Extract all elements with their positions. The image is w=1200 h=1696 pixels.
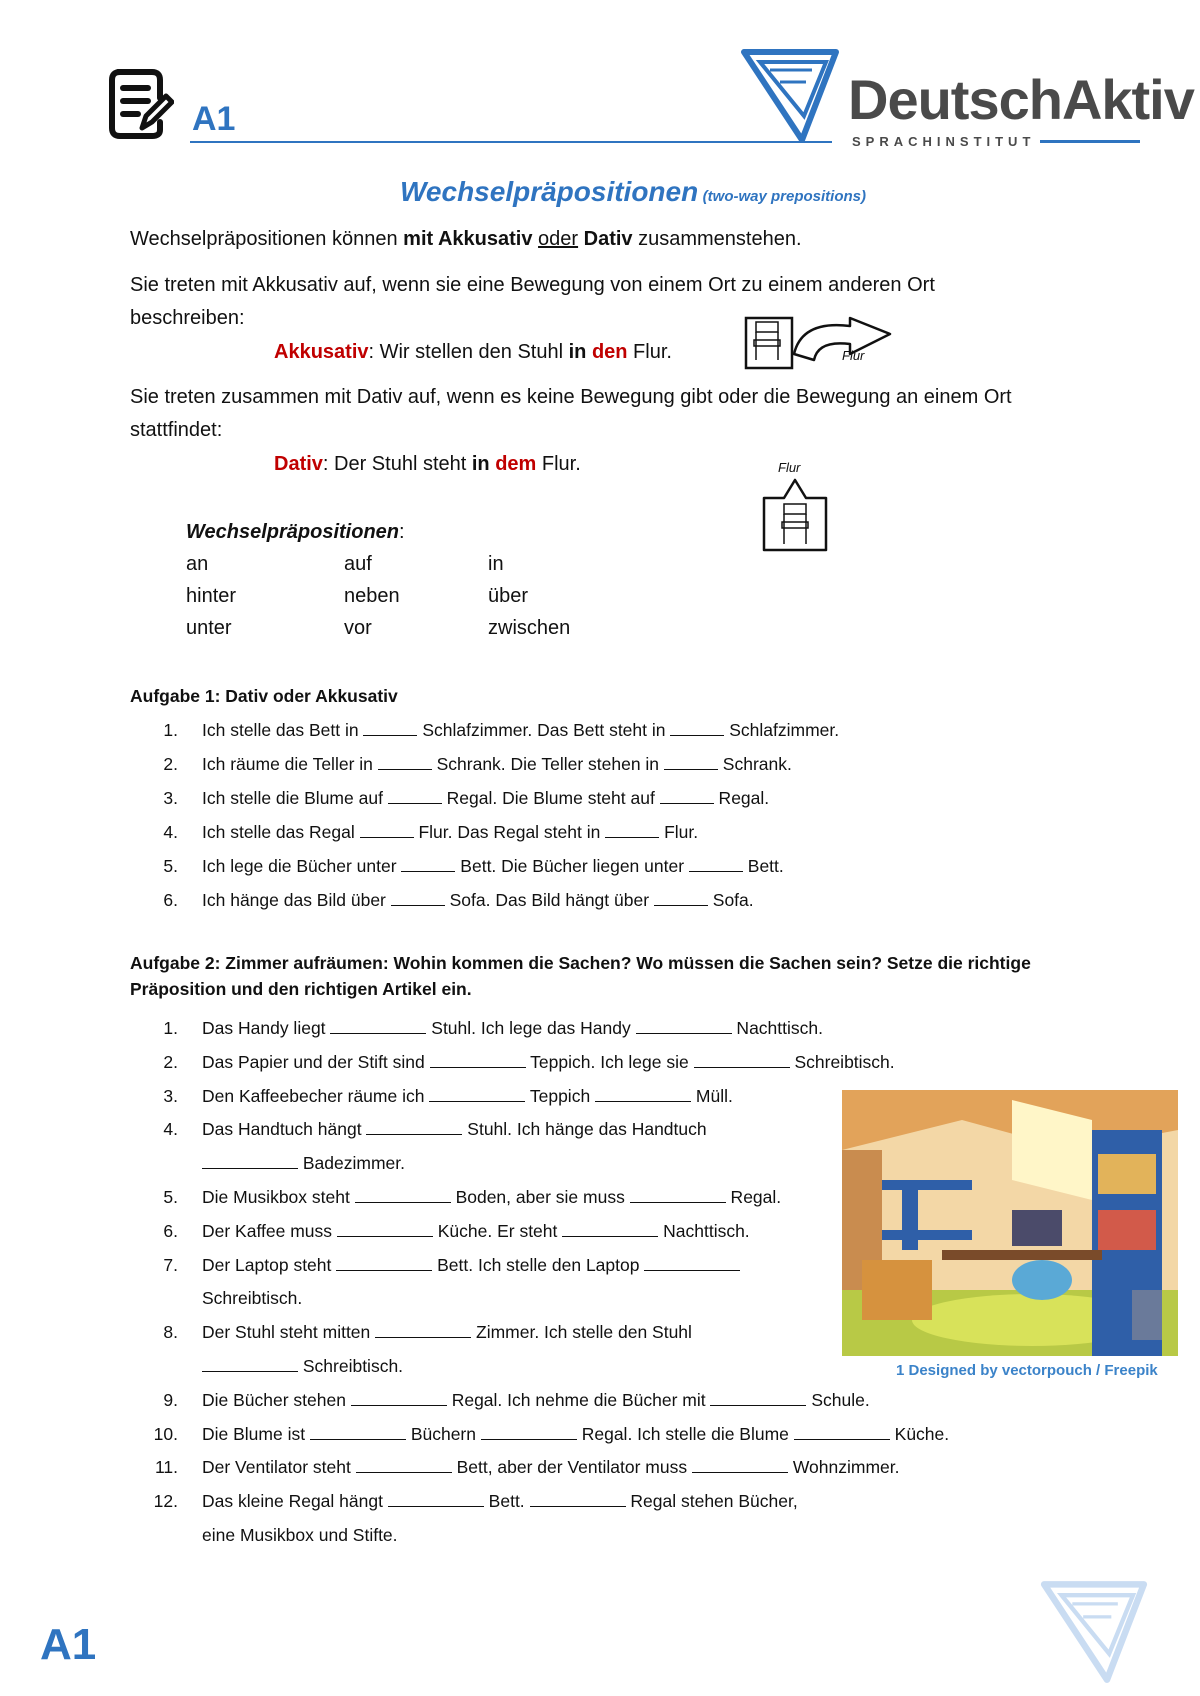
logo-word-deutsch: Deutsch	[848, 68, 1062, 131]
akkusativ-chair-arrow-illustration	[740, 310, 900, 372]
intro-paragraph-2-line-1: Sie treten mit Akkusativ auf, wenn sie eine Bewegung von einem Ort zu einem anderen Ort	[130, 274, 935, 296]
task2-heading-line-2: Präposition und den richtigen Artikel ein.	[130, 979, 472, 999]
answer-blank[interactable]	[694, 1053, 790, 1068]
item-number: 4.	[163, 822, 178, 842]
item-number: 10.	[153, 1424, 178, 1444]
answer-blank[interactable]	[401, 857, 455, 872]
item-text: Der Kaffee muss Küche. Er steht Nachttisch.	[202, 1221, 750, 1241]
answer-blank[interactable]	[660, 789, 714, 804]
page-title	[400, 176, 866, 208]
dativ-picture-label: Flur	[778, 460, 801, 475]
answer-blank[interactable]	[794, 1425, 890, 1440]
item-number: 8.	[163, 1322, 178, 1342]
answer-blank[interactable]	[481, 1425, 577, 1440]
logo-mark-icon	[740, 48, 840, 144]
answer-blank[interactable]	[337, 1222, 433, 1237]
dativ-example: Dativ: Der Stuhl steht in dem Flur.	[274, 453, 581, 475]
answer-blank[interactable]	[336, 1256, 432, 1271]
task1-list	[150, 720, 1050, 920]
task2-heading-line-1: Aufgabe 2: Zimmer aufräumen: Wohin kommen die Sachen? Wo müssen die Sachen sein? Setze die richtige	[130, 953, 1031, 973]
answer-blank[interactable]	[202, 1154, 298, 1169]
intro-paragraph-1: Wechselpräpositionen können mit Akkusativ oder Dativ zusammenstehen.	[130, 228, 802, 250]
level-label: A1	[192, 100, 236, 138]
item-number: 3.	[163, 1086, 178, 1106]
item-number: 7.	[163, 1255, 178, 1275]
item-text: eine Musikbox und Stifte.	[202, 1525, 398, 1545]
answer-blank[interactable]	[388, 1492, 484, 1507]
dativ-chair-box-illustration	[760, 458, 830, 554]
answer-blank[interactable]	[595, 1087, 691, 1102]
answer-blank[interactable]	[310, 1425, 406, 1440]
answer-blank[interactable]	[351, 1391, 447, 1406]
answer-blank[interactable]	[562, 1222, 658, 1237]
item-text: Der Stuhl steht mitten Zimmer. Ich stelle den Stuhl	[202, 1322, 692, 1342]
item-number: 1.	[163, 720, 178, 740]
item-text: Das Papier und der Stift sind Teppich. Ich lege sie Schreibtisch.	[202, 1052, 895, 1072]
footer-logo-watermark-icon	[1034, 1580, 1154, 1684]
item-text: Die Bücher stehen Regal. Ich nehme die Bücher mit Schule.	[202, 1390, 870, 1410]
item-number: 9.	[163, 1390, 178, 1410]
title-sub: (two-way prepositions)	[702, 188, 867, 205]
item-text: Ich hänge das Bild über Sofa. Das Bild hängt über Sofa.	[202, 890, 754, 910]
answer-blank[interactable]	[378, 755, 432, 770]
answer-blank[interactable]	[375, 1323, 471, 1338]
answer-blank[interactable]	[644, 1256, 740, 1271]
answer-blank[interactable]	[363, 721, 417, 736]
item-text: Ich stelle das Bett in Schlafzimmer. Das Bett steht in Schlafzimmer.	[202, 720, 840, 740]
logo-word-aktiv: Aktiv	[1061, 68, 1194, 131]
item-number: 6.	[163, 890, 178, 910]
answer-blank[interactable]	[630, 1188, 726, 1203]
item-number: 2.	[163, 1052, 178, 1072]
item-number: 3.	[163, 788, 178, 808]
item-number: 6.	[163, 1221, 178, 1241]
item-text: Das Handy liegt Stuhl. Ich lege das Handy Nachttisch.	[202, 1018, 823, 1038]
prepositions-heading: Wechselpräpositionen:	[186, 521, 405, 543]
item-text: Die Musikbox steht Boden, aber sie muss Regal.	[202, 1187, 782, 1207]
item-number: 12.	[153, 1491, 178, 1511]
item-text: Schreibtisch.	[202, 1356, 403, 1377]
answer-blank[interactable]	[636, 1019, 732, 1034]
item-text: Ich räume die Teller in Schrank. Die Teller stehen in Schrank.	[202, 754, 792, 774]
item-text: Ich stelle das Regal Flur. Das Regal steht in Flur.	[202, 822, 699, 842]
answer-blank[interactable]	[366, 1120, 462, 1135]
item-number: 1.	[163, 1018, 178, 1038]
item-number: 5.	[163, 1187, 178, 1207]
answer-blank[interactable]	[654, 891, 708, 906]
item-text: Den Kaffeebecher räume ich Teppich Müll.	[202, 1086, 733, 1106]
akkusativ-example: Akkusativ: Wir stellen den Stuhl in den Flur.	[274, 341, 672, 363]
intro-paragraph-3-line-2: stattfindet:	[130, 419, 223, 441]
item-text: Das kleine Regal hängt Bett. Regal stehen Bücher,	[202, 1491, 798, 1511]
item-number: 11.	[154, 1457, 178, 1477]
answer-blank[interactable]	[689, 857, 743, 872]
answer-blank[interactable]	[391, 891, 445, 906]
answer-blank[interactable]	[330, 1019, 426, 1034]
item-text: Ich stelle die Blume auf Regal. Die Blume steht auf Regal.	[202, 788, 770, 808]
item-text: Das Handtuch hängt Stuhl. Ich hänge das Handtuch	[202, 1119, 707, 1139]
akkusativ-picture-label: Flur	[842, 348, 865, 363]
item-text: Der Laptop steht Bett. Ich stelle den Laptop	[202, 1255, 740, 1276]
item-text: Ich lege die Bücher unter Bett. Die Bücher liegen unter Bett.	[202, 856, 784, 876]
intro-paragraph-2-line-2: beschreiben:	[130, 307, 245, 329]
answer-blank[interactable]	[388, 789, 442, 804]
answer-blank[interactable]	[356, 1458, 452, 1473]
item-number: 4.	[163, 1119, 178, 1139]
answer-blank[interactable]	[670, 721, 724, 736]
item-text: Badezimmer.	[202, 1153, 405, 1174]
task1-heading: Aufgabe 1: Dativ oder Akkusativ	[130, 686, 398, 706]
title-main: Wechselpräpositionen	[400, 176, 699, 207]
item-number: 2.	[163, 754, 178, 774]
item-text: Schreibtisch.	[202, 1288, 303, 1308]
image-caption: 1 Designed by vectorpouch / Freepik	[896, 1362, 1158, 1379]
answer-blank[interactable]	[429, 1087, 525, 1102]
answer-blank[interactable]	[355, 1188, 451, 1203]
room-illustration	[842, 1090, 1178, 1356]
answer-blank[interactable]	[605, 823, 659, 838]
answer-blank[interactable]	[360, 823, 414, 838]
logo-rule	[1040, 140, 1140, 143]
footer-level-label: A1	[40, 1620, 97, 1669]
item-text: Die Blume ist Büchern Regal. Ich stelle die Blume Küche.	[202, 1424, 950, 1444]
answer-blank[interactable]	[202, 1357, 298, 1372]
header-rule	[190, 141, 832, 143]
intro-paragraph-3-line-1: Sie treten zusammen mit Dativ auf, wenn es keine Bewegung gibt oder die Bewegung an einem Ort	[130, 386, 1012, 408]
item-number: 5.	[163, 856, 178, 876]
worksheet-icon	[108, 66, 174, 142]
answer-blank[interactable]	[692, 1458, 788, 1473]
item-text: Der Ventilator steht Bett, aber der Ventilator muss Wohnzimmer.	[202, 1457, 900, 1477]
answer-blank[interactable]	[430, 1053, 526, 1068]
answer-blank[interactable]	[530, 1492, 626, 1507]
logo-subtitle: SPRACHINSTITUT	[852, 134, 1036, 149]
answer-blank[interactable]	[710, 1391, 806, 1406]
answer-blank[interactable]	[664, 755, 718, 770]
